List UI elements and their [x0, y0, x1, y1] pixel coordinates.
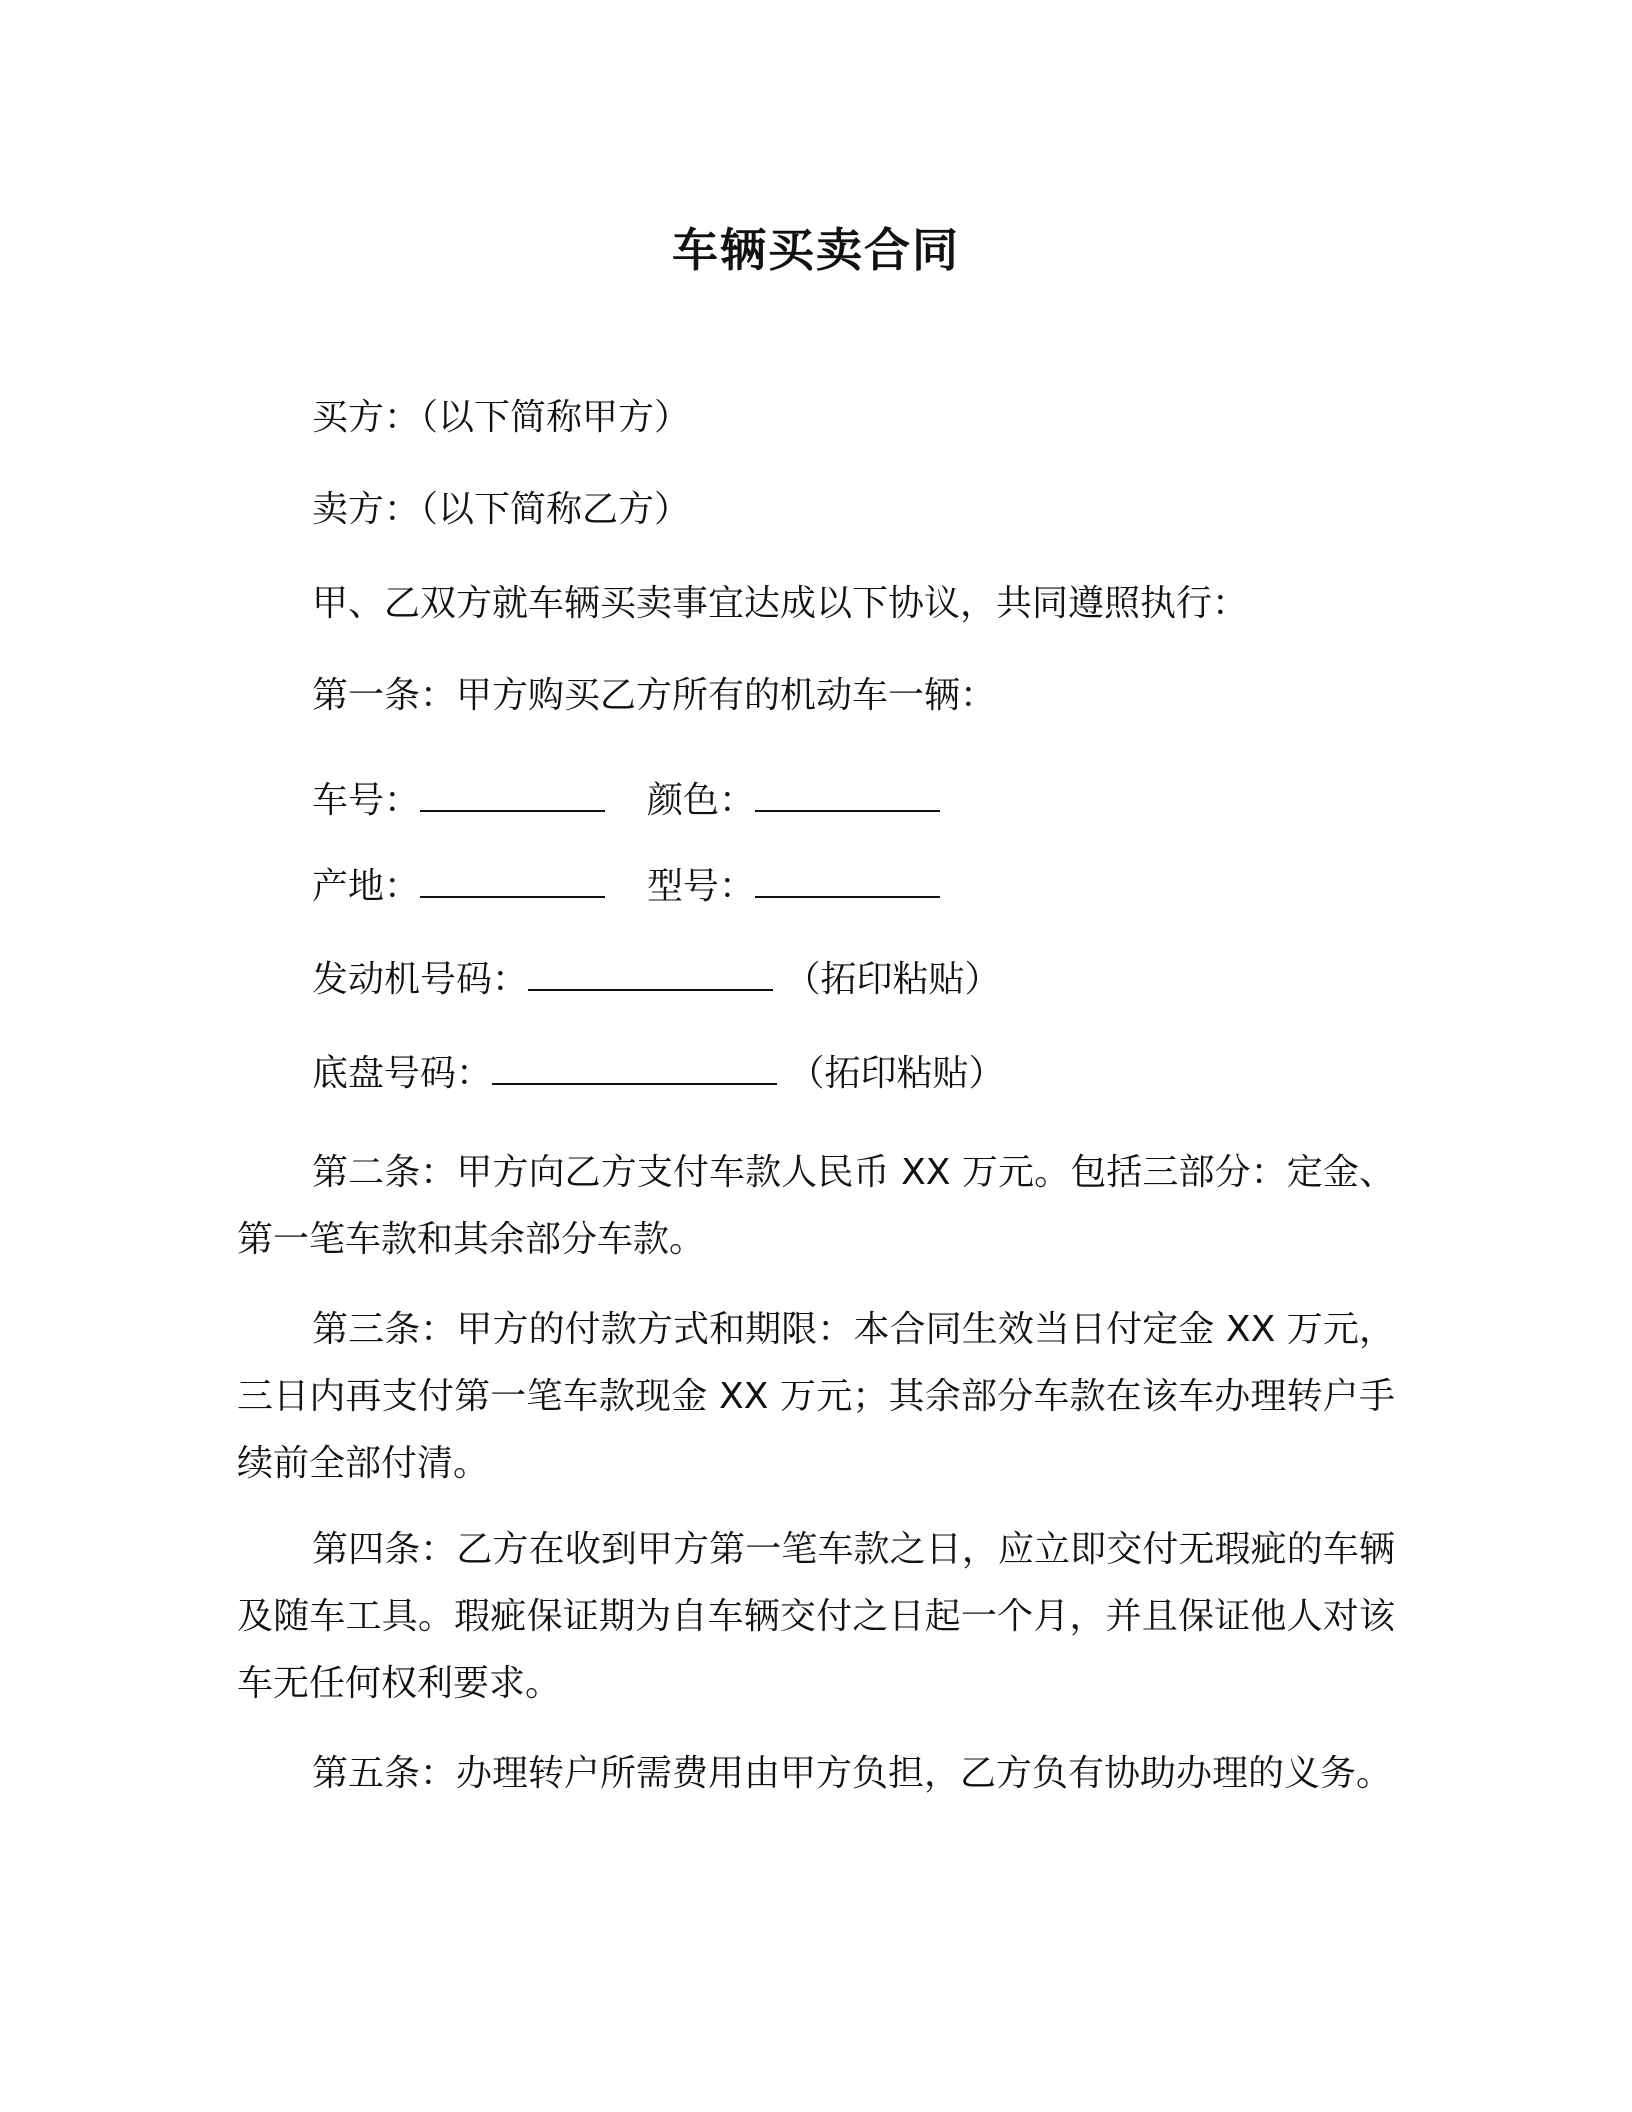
engine-row	[312, 951, 1000, 1004]
article-3: 第三条：甲方的付款方式和期限：本合同生效当日付定金 XX 万元，三日内再支付第一笔车款现金 XX 万元；其余部分车款在该车办理转户手续前全部付清。	[237, 1309, 1395, 1484]
document-title: 车辆买卖合同	[672, 223, 960, 277]
article-2: 第二条：甲方向乙方支付车款人民币 XX 万元。包括三部分：定金、第一笔车款和其余部分车款。	[237, 1152, 1395, 1260]
engine-label: 发动机号码：	[312, 959, 529, 1000]
chassis-blank	[492, 1045, 777, 1085]
chassis-row	[312, 1045, 1004, 1098]
engine-note: （拓印粘贴）	[784, 959, 1001, 1000]
engine-blank	[528, 951, 773, 991]
color-label: 颜色：	[647, 780, 756, 821]
intro-line: 甲、乙双方就车辆买卖事宜达成以下协议，共同遵照执行：	[312, 583, 1249, 624]
article-1: 第一条：甲方购买乙方所有的机动车一辆：	[312, 675, 997, 716]
plate-color-row	[312, 772, 940, 825]
chassis-label: 底盘号码：	[312, 1053, 493, 1094]
color-blank	[755, 772, 940, 812]
model-blank	[755, 858, 940, 898]
plate-label: 车号：	[312, 780, 421, 821]
buyer-line: 买方：（以下简称甲方）	[312, 397, 691, 438]
origin-model-row	[312, 858, 940, 911]
model-label: 型号：	[647, 866, 756, 907]
seller-line: 卖方：（以下简称乙方）	[312, 489, 691, 530]
origin-label: 产地：	[312, 866, 421, 907]
plate-blank	[420, 772, 605, 812]
chassis-note: （拓印粘贴）	[788, 1053, 1005, 1094]
origin-blank	[420, 858, 605, 898]
article-5: 第五条：办理转户所需费用由甲方负担，乙方负有协助办理的义务。	[312, 1753, 1393, 1794]
article-4: 第四条：乙方在收到甲方第一笔车款之日，应立即交付无瑕疵的车辆及随车工具。瑕疵保证期为自车辆交付之日起一个月，并且保证他人对该车无任何权利要求。	[237, 1529, 1395, 1704]
